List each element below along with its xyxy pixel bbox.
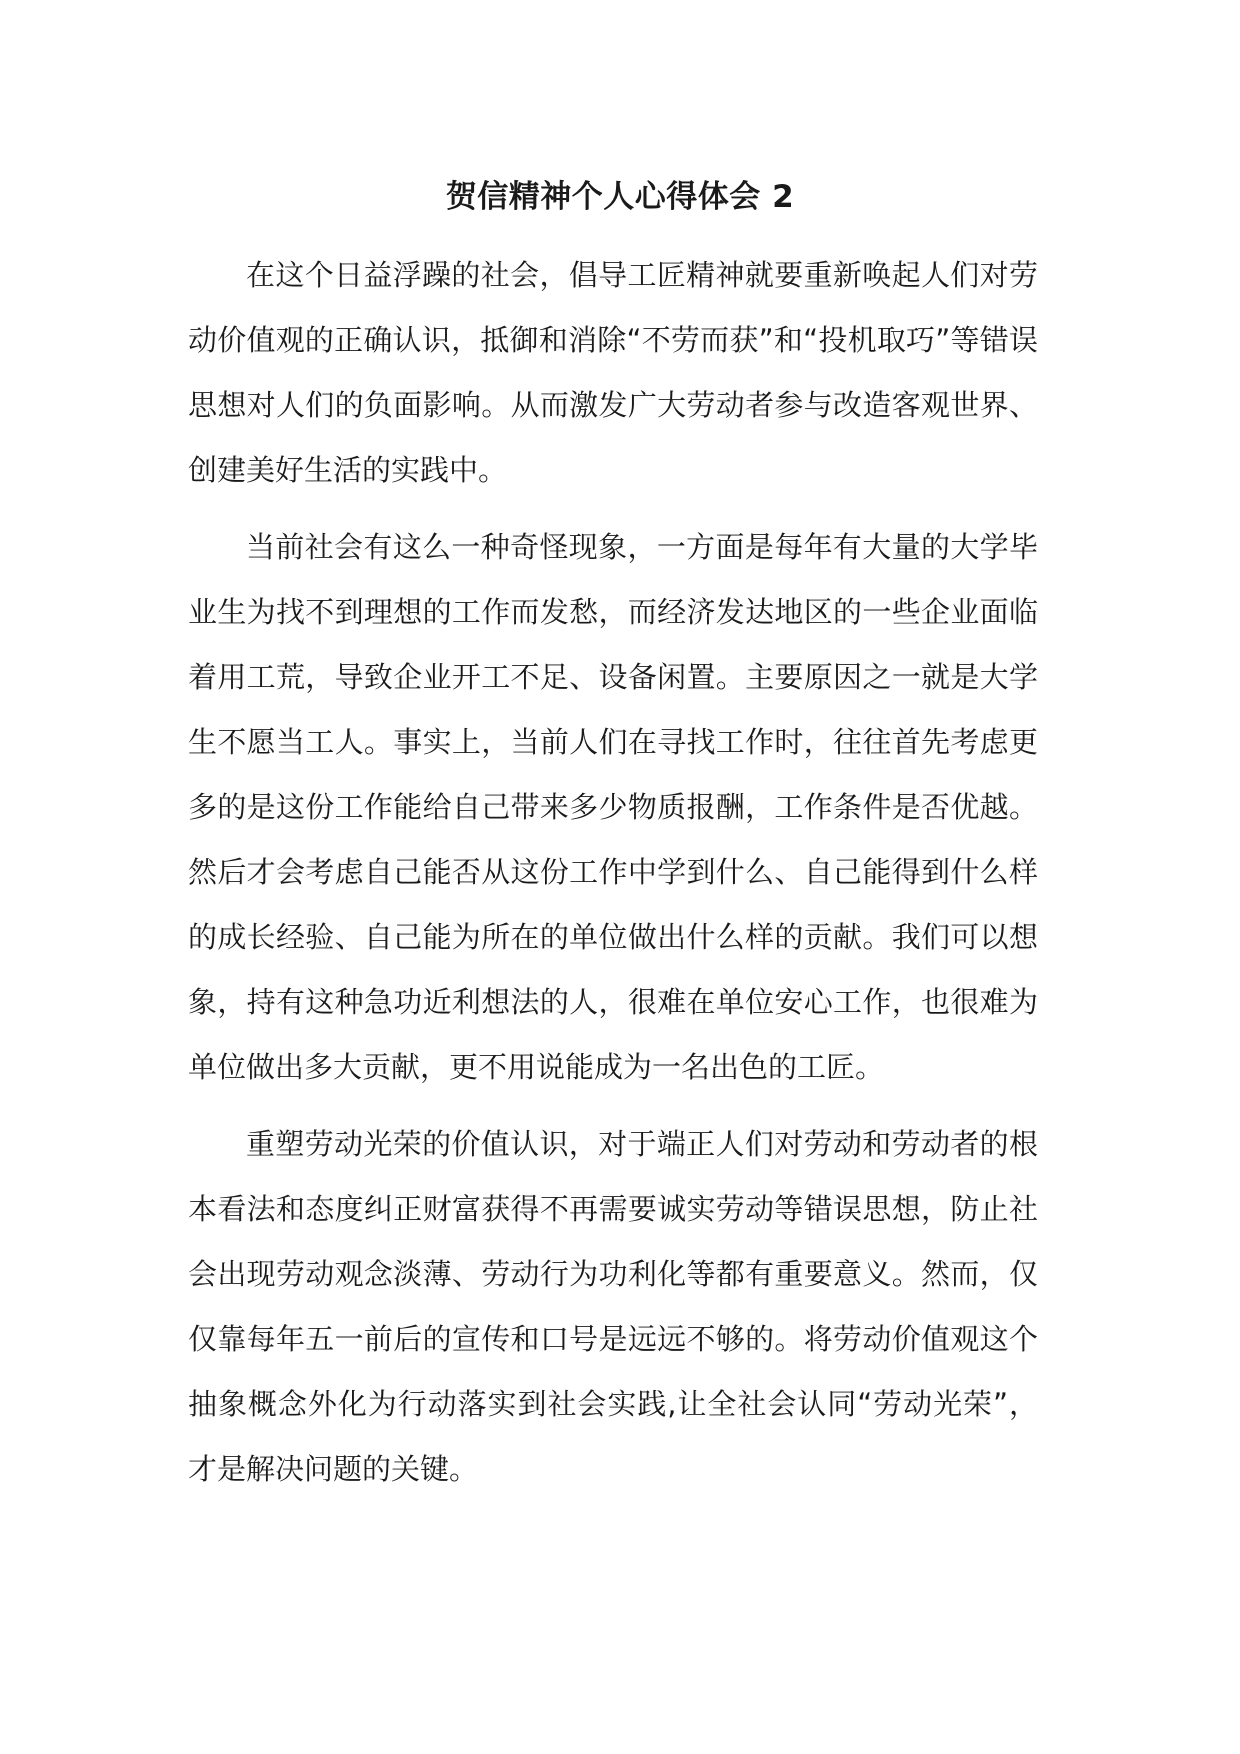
document-body bbox=[188, 243, 1038, 1514]
paragraph-1: 在这个日益浮躁的社会，倡导工匠精神就要重新唤起人们对劳动价值观的正确认识，抵御和消除“不劳而获”和“投机取巧”等错误思想对人们的负面影响。从而激发广大劳动者参与改造客观世界、创建美好生活的实践中。 bbox=[188, 258, 1038, 487]
document-title: 贺信精神个人心得体会 2 bbox=[445, 179, 795, 215]
paragraph-2: 当前社会有这么一种奇怪现象，一方面是每年有大量的大学毕业生为找不到理想的工作而发愁，而经济发达地区的一些企业面临着用工荒，导致企业开工不足、设备闲置。主要原因之一就是大学生不愿当工人。事实上，当前人们在寻找工作时，往往首先考虑更多的是这份工作能给自己带来多少物质报酬，工作条件是否优越。然后才会考虑自己能否从这份工作中学到什么、自己能得到什么样的成长经验、自己能为所在的单位做出什么样的贡献。我们可以想象，持有这种急功近利想法的人，很难在单位安心工作，也很难为单位做出多大贡献，更不用说能成为一名出色的工匠。 bbox=[188, 530, 1038, 1084]
paragraph-3: 重塑劳动光荣的价值认识，对于端正人们对劳动和劳动者的根本看法和态度纠正财富获得不再需要诚实劳动等错误思想，防止社会出现劳动观念淡薄、劳动行为功利化等都有重要意义。然而，仅仅靠每年五一前后的宣传和口号是远远不够的。将劳动价值观这个抽象概念外化为行动落实到社会实践,让全社会认同“劳动光荣”，才是解决问题的关键。 bbox=[188, 1127, 1038, 1486]
